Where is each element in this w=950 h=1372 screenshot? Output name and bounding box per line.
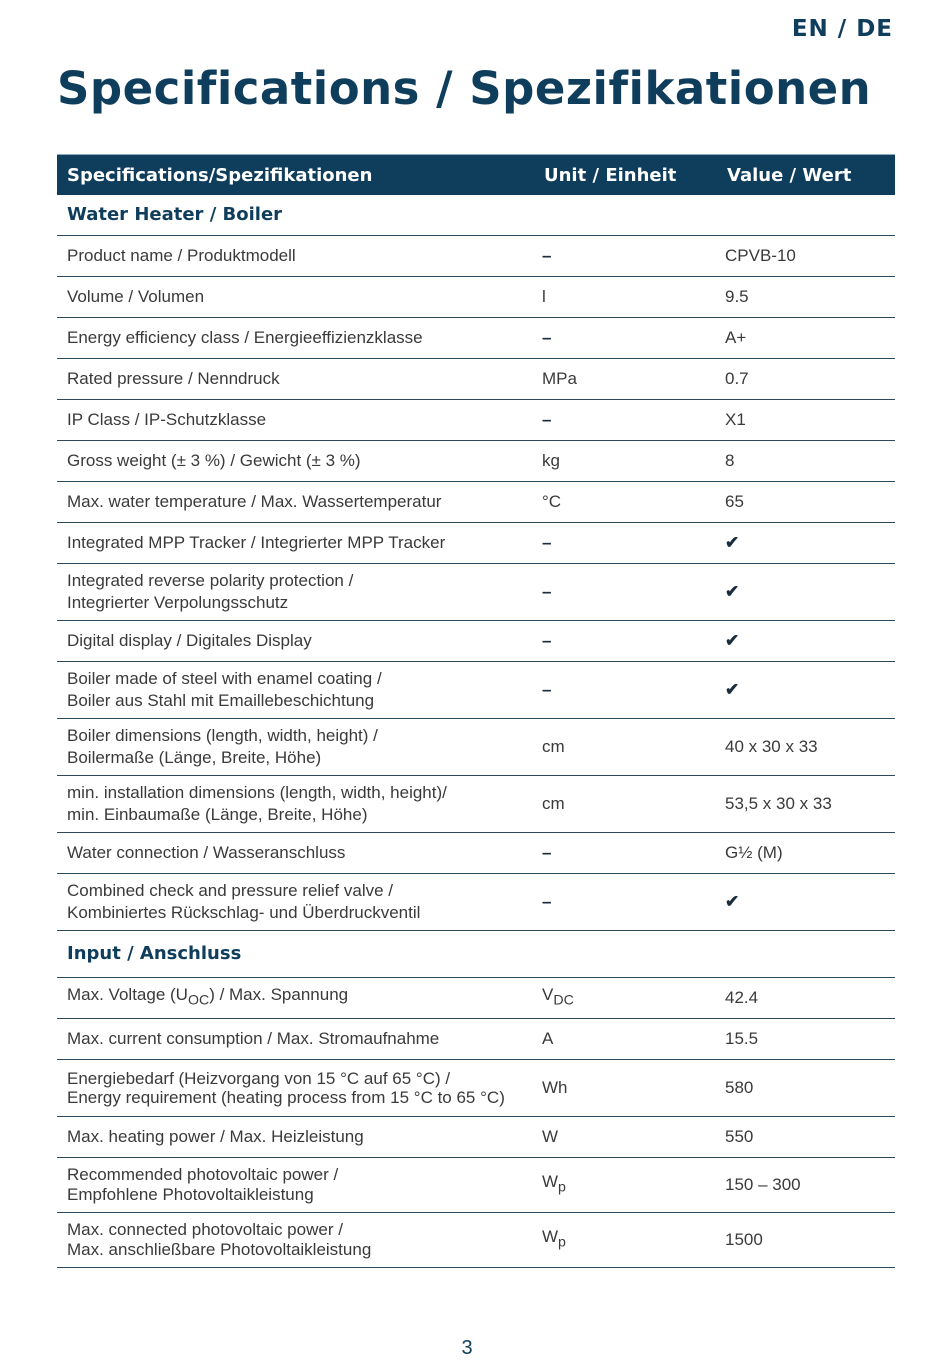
table-row: [57, 277, 895, 318]
unit-cell: W: [532, 1117, 715, 1158]
unit-cell: kg: [532, 441, 715, 482]
value-cell: 580: [715, 1060, 895, 1117]
section-title-input: Input / Anschluss: [57, 931, 895, 978]
table-row: [57, 523, 895, 564]
value-cell: G½ (M): [715, 833, 895, 874]
spec-cell: Water connection / Wasseranschluss: [57, 833, 532, 874]
spec-table: [57, 154, 895, 1268]
unit-cell: [532, 236, 715, 277]
spec-cell: Rated pressure / Nenndruck: [57, 359, 532, 400]
spec-line-1: Combined check and pressure relief valve /: [67, 881, 393, 900]
dash-icon: –: [542, 533, 552, 552]
table-row: [57, 359, 895, 400]
spec-text: ) / Max. Spannung: [209, 985, 349, 1005]
value-cell: 1500: [715, 1213, 895, 1268]
dash-icon: –: [542, 410, 552, 429]
dash-icon: –: [542, 680, 552, 699]
spec-line-1: Max. connected photovoltaic power /: [67, 1220, 343, 1239]
unit-cell: [532, 318, 715, 359]
spec-line-1: Energiebedarf (Heizvorgang von 15 °C auf 65 °C) /: [67, 1069, 451, 1088]
spec-cell: Product name / Produktmodell: [57, 236, 532, 277]
spec-cell: [57, 874, 532, 931]
value-cell: 40 x 30 x 33: [715, 719, 895, 776]
spec-cell: Volume / Volumen: [57, 277, 532, 318]
spec-line-1: min. installation dimensions (length, width, height)/: [67, 783, 447, 802]
spec-cell: [57, 1158, 532, 1213]
unit-subscript: p: [558, 1234, 566, 1251]
unit-subscript: p: [558, 1179, 566, 1196]
spec-cell: Digital display / Digitales Display: [57, 621, 532, 662]
unit-cell: [532, 978, 715, 1019]
spec-cell: [57, 662, 532, 719]
spec-line-2: Max. anschließbare Photovoltaikleistung: [67, 1240, 372, 1259]
table-row: [57, 776, 895, 833]
dash-icon: –: [542, 631, 552, 650]
table-row: [57, 482, 895, 523]
spec-cell: [57, 1213, 532, 1268]
table-row: [57, 400, 895, 441]
value-cell: A+: [715, 318, 895, 359]
unit-cell: cm: [532, 719, 715, 776]
spec-line-2: Boiler aus Stahl mit Emaillebeschichtung: [67, 691, 375, 710]
spec-subscript: OC: [187, 992, 210, 1009]
table-row: [57, 874, 895, 931]
page-title: Specifications / Spezifikationen: [57, 62, 872, 115]
checkmark-icon: ✔: [725, 631, 740, 650]
unit-text: V: [542, 985, 554, 1005]
table-row: [57, 564, 895, 621]
value-cell: 9.5: [715, 277, 895, 318]
dash-icon: –: [542, 892, 552, 911]
spec-cell: [57, 1060, 532, 1117]
value-cell: 150 – 300: [715, 1158, 895, 1213]
spec-line-2: min. Einbaumaße (Länge, Breite, Höhe): [67, 805, 368, 824]
table-row: [57, 719, 895, 776]
spec-cell: Max. heating power / Max. Heizleistung: [57, 1117, 532, 1158]
unit-cell: [532, 523, 715, 564]
spec-cell: Max. current consumption / Max. Stromaufnahme: [57, 1019, 532, 1060]
spec-cell: [57, 978, 532, 1019]
value-cell: CPVB-10: [715, 236, 895, 277]
value-cell: [715, 564, 895, 621]
unit-cell: [532, 1158, 715, 1213]
spec-line-2: Empfohlene Photovoltaikleistung: [67, 1185, 314, 1204]
unit-cell: [532, 833, 715, 874]
section-row-water-heater: [57, 195, 895, 236]
table-row: [57, 978, 895, 1019]
value-cell: 65: [715, 482, 895, 523]
value-cell: 15.5: [715, 1019, 895, 1060]
unit-cell: A: [532, 1019, 715, 1060]
value-cell: 550: [715, 1117, 895, 1158]
value-cell: 0.7: [715, 359, 895, 400]
checkmark-icon: ✔: [725, 582, 740, 601]
table-header-row: [57, 155, 895, 196]
spec-line-1: Boiler made of steel with enamel coating /: [67, 669, 382, 688]
table-row: [57, 1158, 895, 1213]
value-cell: [715, 523, 895, 564]
dash-icon: –: [542, 246, 552, 265]
table-row: [57, 1019, 895, 1060]
checkmark-icon: ✔: [725, 680, 740, 699]
unit-cell: cm: [532, 776, 715, 833]
value-cell: [715, 662, 895, 719]
value-cell: [715, 621, 895, 662]
spec-cell: Energy efficiency class / Energieeffizienzklasse: [57, 318, 532, 359]
unit-cell: [532, 1213, 715, 1268]
unit-subscript: DC: [553, 992, 574, 1009]
table-row: [57, 1060, 895, 1117]
unit-cell: [532, 564, 715, 621]
table-row: [57, 621, 895, 662]
header-unit: Unit / Einheit: [532, 155, 715, 196]
dash-icon: –: [542, 582, 552, 601]
value-cell: [715, 874, 895, 931]
value-cell: X1: [715, 400, 895, 441]
table-row: [57, 833, 895, 874]
checkmark-icon: ✔: [725, 892, 740, 911]
unit-cell: l: [532, 277, 715, 318]
unit-cell: [532, 874, 715, 931]
table-row: [57, 441, 895, 482]
unit-cell: [532, 400, 715, 441]
spec-line-2: Boilermaße (Länge, Breite, Höhe): [67, 748, 322, 767]
table-row: [57, 236, 895, 277]
value-cell: 42.4: [715, 978, 895, 1019]
spec-cell: Max. water temperature / Max. Wassertemperatur: [57, 482, 532, 523]
spec-cell: [57, 564, 532, 621]
table-row: [57, 318, 895, 359]
checkmark-icon: ✔: [725, 533, 740, 552]
value-cell: 53,5 x 30 x 33: [715, 776, 895, 833]
spec-text: Max. Voltage (U: [67, 985, 188, 1005]
table-row: [57, 662, 895, 719]
unit-text: W: [542, 1172, 559, 1192]
spec-cell: [57, 719, 532, 776]
unit-cell: [532, 621, 715, 662]
section-row-input: [57, 931, 895, 978]
table-row: [57, 1213, 895, 1268]
dash-icon: –: [542, 843, 552, 862]
spec-cell: Gross weight (± 3 %) / Gewicht (± 3 %): [57, 441, 532, 482]
value-cell: 8: [715, 441, 895, 482]
spec-cell: IP Class / IP-Schutzklasse: [57, 400, 532, 441]
unit-cell: [532, 662, 715, 719]
dash-icon: –: [542, 328, 552, 347]
section-title-water-heater: Water Heater / Boiler: [57, 195, 895, 236]
spec-line-2: Integrierter Verpolungsschutz: [67, 593, 289, 612]
unit-cell: MPa: [532, 359, 715, 400]
table-row: [57, 1117, 895, 1158]
language-switch[interactable]: EN / DE: [791, 16, 893, 42]
spec-line-1: Recommended photovoltaic power /: [67, 1165, 339, 1184]
header-specifications: Specifications/Spezifikationen: [57, 155, 532, 196]
header-value: Value / Wert: [715, 155, 895, 196]
unit-text: W: [542, 1227, 559, 1247]
spec-cell: Integrated MPP Tracker / Integrierter MPP Tracker: [57, 523, 532, 564]
spec-line-2: Energy requirement (heating process from 15 °C to 65 °C): [67, 1088, 505, 1107]
spec-line-2: Kombiniertes Rückschlag- und Überdruckventil: [67, 903, 421, 922]
spec-line-1: Boiler dimensions (length, width, height) /: [67, 726, 378, 745]
unit-cell: °C: [532, 482, 715, 523]
spec-cell: [57, 776, 532, 833]
spec-line-1: Integrated reverse polarity protection /: [67, 571, 354, 590]
page-number: 3: [461, 1337, 473, 1359]
unit-cell: Wh: [532, 1060, 715, 1117]
